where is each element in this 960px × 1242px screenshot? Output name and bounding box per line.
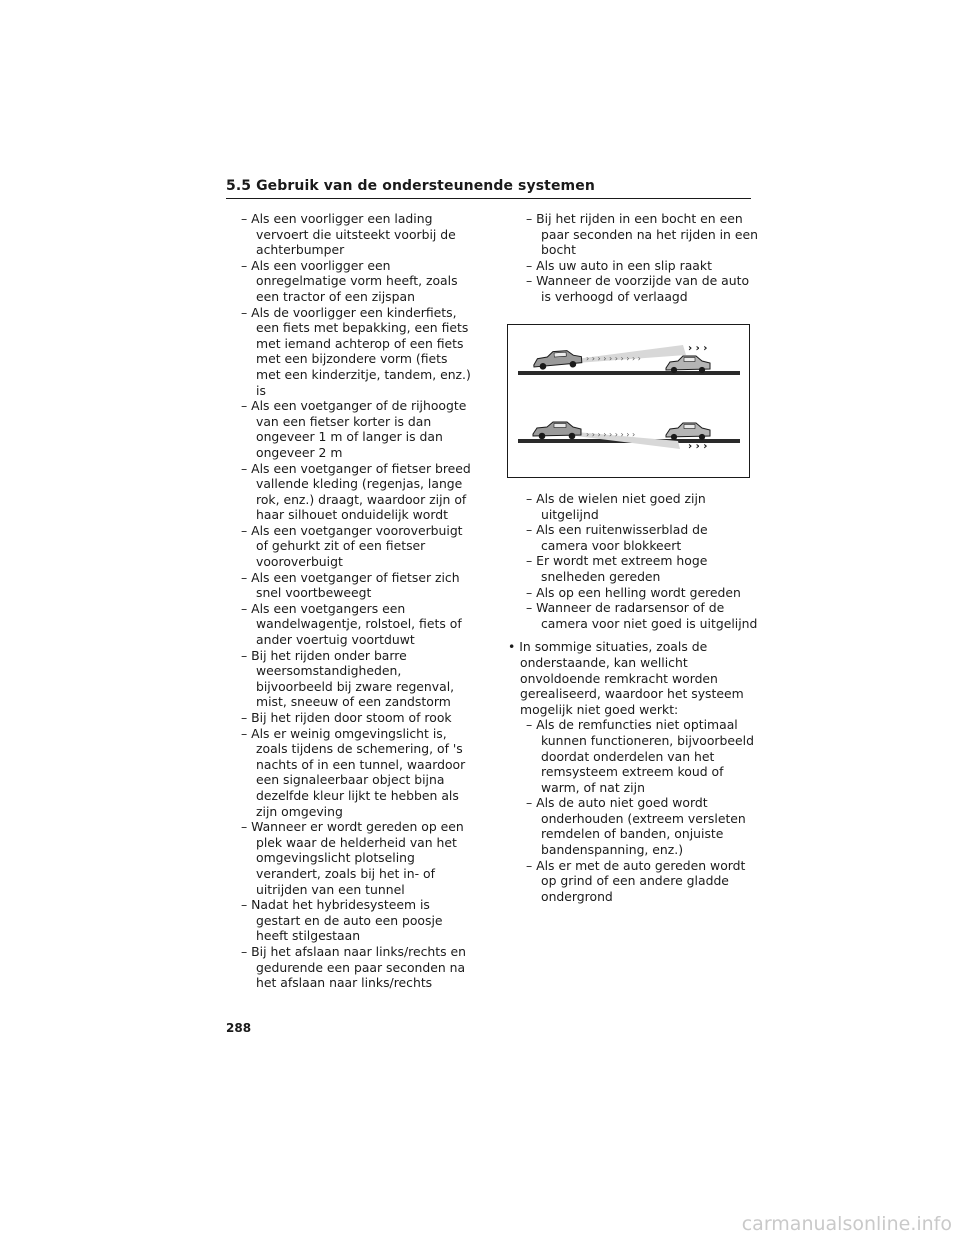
list-item: – Als een voetganger vooroverbuigt of gehurkt zit of een fietser vooroverbuigt <box>241 522 463 570</box>
list-item: – Als er weinig omgevingslicht is, zoals tijdens de schemering, of 's nachts of in een tunnel, waardoor een signaleerbaar object bijna dezelfde kleur lijkt te hebben als zijn omgeving <box>241 725 466 819</box>
watermark: carmanualsonline.info <box>741 1213 952 1235</box>
list-item: – Bij het afslaan naar links/rechts en gedurende een paar seconden na het afslaan naar links/rechts <box>241 943 467 991</box>
list-item: – Bij het rijden in een bocht en een paar seconden na het rijden in een bocht <box>526 211 758 258</box>
list-item: – Wanneer de voorzijde van de auto is verhoogd of verlaagd <box>526 273 750 304</box>
illustration-svg <box>508 325 749 477</box>
header-rule <box>226 198 751 199</box>
list-item: – Als op een helling wordt gereden <box>526 584 741 600</box>
list-item: – Als een ruitenwisserblad de camera voor blokkeert <box>526 522 708 553</box>
section-title: 5.5 Gebruik van de ondersteunende systemen <box>226 178 595 194</box>
list-item: – Als een voetganger of fietser zich snel voortbeweegt <box>241 569 460 601</box>
list-item: – Wanneer er wordt gereden op een plek waar de helderheid van het omgevingslicht plotseling verandert, zoals bij het in- of uitrijden van een tunnel <box>241 819 464 897</box>
list-item: – Als een voetganger of fietser breed vallende kleding (regenjas, lange rok, enz.) draagt, waardoor zijn of haar silhouet onduidelijk wordt <box>241 460 471 523</box>
list-item: – Als de auto niet goed wordt onderhouden (extreem versleten remdelen of banden, onjuiste bandenspanning, enz.) <box>526 795 746 858</box>
own-car-icon <box>533 422 581 439</box>
page-number: 288 <box>226 1021 252 1035</box>
list-item: – Als een voetgangers een wandelwagentje, rolstoel, fiets of ander voertuig voortduwt <box>241 600 462 648</box>
list-item: – Nadat het hybridesysteem is gestart en de auto een poosje heeft stilgestaan <box>241 897 443 944</box>
svg-text:› › › › › › › › ›: › › › › › › › › › <box>586 430 636 439</box>
list-item: – Als een voetganger of de rijhoogte van een fietser korter is dan ongeveer 1 m of langer is dan ongeveer 2 m <box>241 398 467 460</box>
list-item: – Als de voorligger een kinderfiets, een fiets met bepakking, een fiets met iemand achterop of een fiets met een bijzondere vorm (fiets met een kinderzitje, tandem, enz.) is <box>241 304 471 398</box>
illustration-vehicle-pitch <box>507 324 750 478</box>
target-car-icon <box>666 356 710 373</box>
beam-chevrons <box>586 354 641 363</box>
list-item: – Wanneer de radarsensor of de camera voor niet goed is uitgelijnd <box>526 600 758 631</box>
own-car-icon <box>533 350 582 371</box>
right-column-bottom <box>508 491 758 904</box>
list-item: – Als een voorligger een lading vervoert die uitsteekt voorbij de achterbumper <box>241 211 456 258</box>
bullet-item: • In sommige situaties, zoals de onderstaande, kan wellicht onvoldoende remkracht worden gerealiseerd, waardoor het systeem mogelijk niet goed werkt: <box>508 639 744 717</box>
target-car-icon <box>666 423 710 440</box>
list-item: – Bij het rijden onder barre weersomstandigheden, bijvoorbeeld bij zware regenval, mist, sneeuw of een zandstorm <box>241 647 455 710</box>
beam-chevrons <box>586 430 635 439</box>
list-item: – Als er met de auto gereden wordt op grind of een andere gladde ondergrond <box>526 857 746 904</box>
list-item: – Bij het rijden door stoom of rook <box>241 710 452 725</box>
chevron-icon: › › › <box>688 441 708 452</box>
svg-text:› › › › › › › › › ›: › › › › › › › › › › <box>586 354 641 363</box>
road-line <box>518 371 740 375</box>
list-item: – Er wordt met extreem hoge snelheden gereden <box>526 553 708 584</box>
list-item: – Als uw auto in een slip raakt <box>526 257 712 273</box>
list-item: – Als de remfuncties niet optimaal kunnen functioneren, bijvoorbeeld doordat onderdelen van het remsysteem extreem koud of warm, of nat zijn <box>526 717 754 795</box>
list-item: – Als de wielen niet goed zijn uitgelijnd <box>526 491 706 522</box>
list-item: – Als een voorligger een onregelmatige vorm heeft, zoals een tractor of een zijspan <box>241 257 458 304</box>
left-column <box>241 211 471 991</box>
chevron-icon: › › › <box>688 343 708 354</box>
right-column-top <box>508 211 758 305</box>
